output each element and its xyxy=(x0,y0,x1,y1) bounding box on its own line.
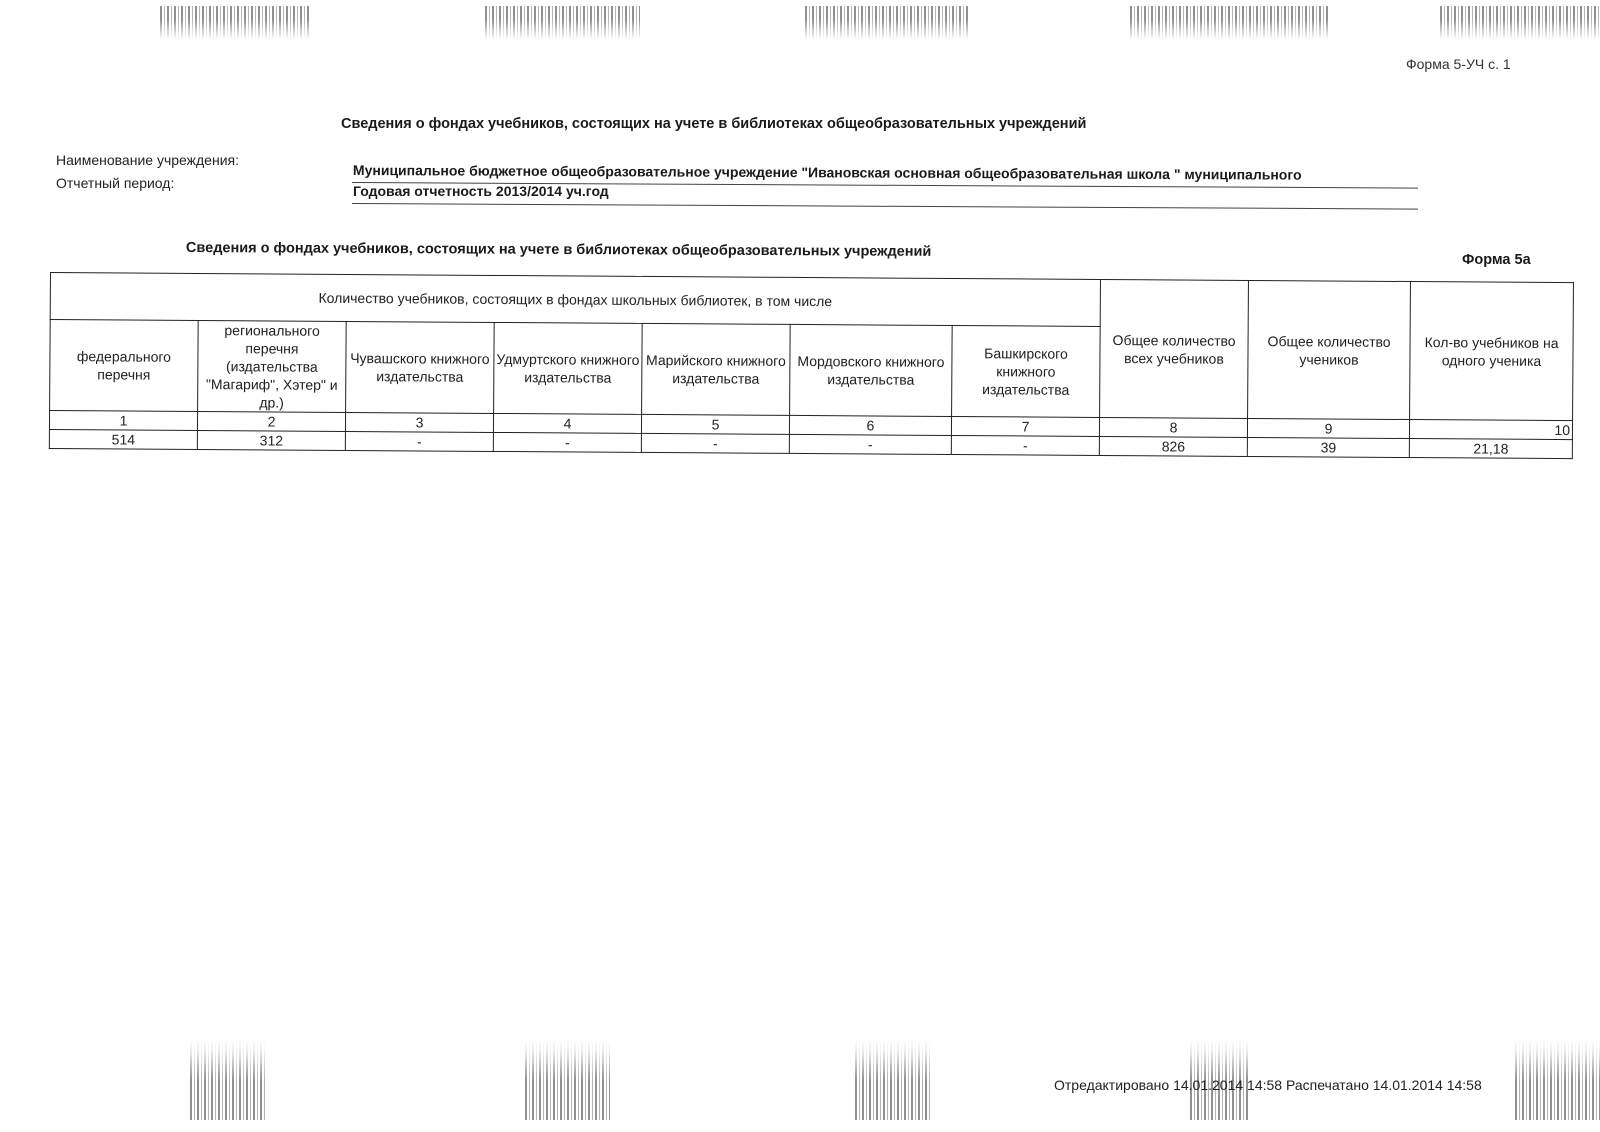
table-cell: - xyxy=(789,434,951,454)
column-header: Общее количество учеников xyxy=(1248,280,1411,419)
column-number: 2 xyxy=(197,411,345,431)
table-cell: - xyxy=(345,431,493,451)
table-cell: 21,18 xyxy=(1409,439,1572,459)
scan-artifact xyxy=(190,1040,265,1120)
column-header: регионального перечня (издательства "Магариф", Хэтер" и др.) xyxy=(198,320,347,412)
scan-artifact xyxy=(1440,6,1600,40)
table-cell: 312 xyxy=(197,430,345,450)
column-header: федерального перечня xyxy=(50,320,199,412)
period-value: Годовая отчетность 2013/2014 уч.год xyxy=(353,183,609,199)
section-title: Сведения о фондах учебников, состоящих на учете в библиотеках общеобразовательных учреждений xyxy=(185,240,932,260)
institution-value: Муниципальное бюджетное общеобразовательное учреждение "Ивановская основная общеобразовательная школа " муниципального xyxy=(352,162,1302,183)
column-number: 8 xyxy=(1099,417,1247,437)
column-header: Марийского книжного издательства xyxy=(642,323,791,415)
scan-artifact xyxy=(160,6,310,40)
table-cell: 514 xyxy=(49,429,197,449)
column-number: 10 xyxy=(1409,420,1572,440)
scan-artifact xyxy=(525,1040,610,1120)
scan-artifact xyxy=(805,6,970,40)
table-cell: - xyxy=(493,432,641,452)
column-header: Удмуртского книжного издательства xyxy=(494,322,643,414)
table-cell: 826 xyxy=(1099,436,1247,456)
column-number: 1 xyxy=(49,411,197,431)
column-header: Мордовского книжного издательства xyxy=(790,324,953,416)
scan-artifact xyxy=(855,1040,930,1120)
table-cell: - xyxy=(951,435,1099,455)
period-underline xyxy=(352,203,1418,210)
column-number: 9 xyxy=(1247,418,1409,438)
scan-artifact xyxy=(1515,1040,1600,1120)
print-footer: Отредактировано 14.01.2014 14:58 Распечатано 14.01.2014 14:58 xyxy=(1054,1077,1482,1093)
column-header: Башкирского книжного издательства xyxy=(952,325,1101,417)
column-number: 3 xyxy=(345,412,493,432)
column-header: Кол-во учебников на одного ученика xyxy=(1410,282,1574,421)
column-number: 7 xyxy=(951,416,1099,436)
column-number: 5 xyxy=(641,414,789,434)
period-label: Отчетный период: xyxy=(56,175,175,191)
table-cell: - xyxy=(641,433,789,453)
column-number: 6 xyxy=(789,415,951,435)
form-code: Форма 5-УЧ с. 1 xyxy=(1406,56,1511,72)
form-name: Форма 5а xyxy=(1462,252,1531,268)
document-title: Сведения о фондах учебников, состоящих на учете в библиотеках общеобразовательных учреждений xyxy=(341,116,1087,132)
column-header: Общее количество всех учебников xyxy=(1100,279,1249,418)
institution-label: Наименование учреждения: xyxy=(56,152,239,168)
column-number: 4 xyxy=(493,413,641,433)
textbook-fund-table xyxy=(49,272,1574,459)
scan-artifact xyxy=(1130,6,1330,40)
table-cell: 39 xyxy=(1247,437,1409,457)
group-header: Количество учебников, состоящих в фондах школьных библиотек, в том числе xyxy=(50,273,1100,327)
column-header: Чувашского книжного издательства xyxy=(346,321,495,413)
scan-artifact xyxy=(485,6,640,40)
